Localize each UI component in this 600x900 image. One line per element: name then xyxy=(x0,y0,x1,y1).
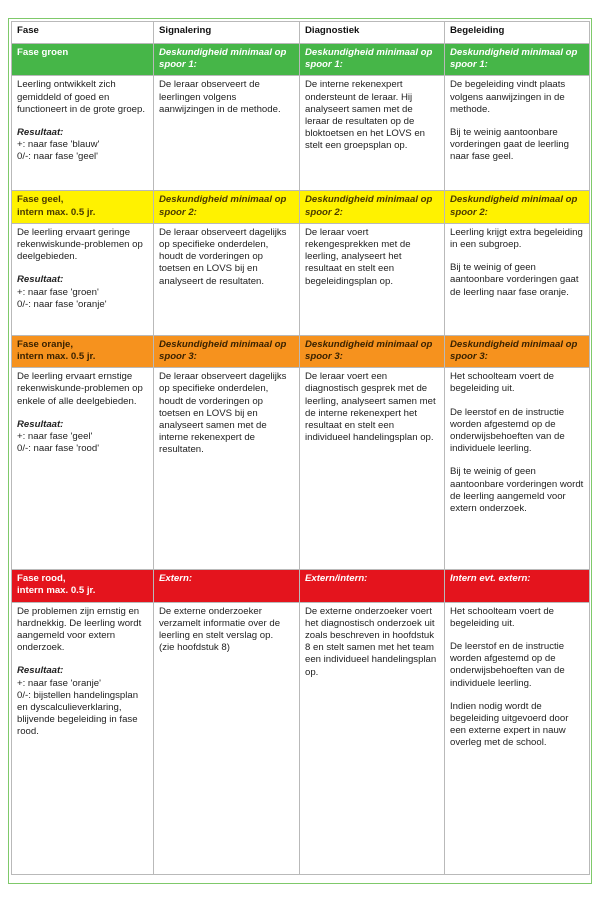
phase-name-oranje xyxy=(12,335,154,367)
signalering-paragraph: (zie hoofdstuk 8) xyxy=(159,642,230,654)
diagnostiek-paragraph: De externe onderzoeker voert het diagnostisch onderzoek uit zoals beschreven in hoofdstuk 8 en stelt samen met het team een individueel handelingsplan op. xyxy=(305,605,437,678)
signalering-cell-groen xyxy=(154,76,300,191)
header-fase: Fase xyxy=(12,22,154,44)
signalering-paragraph: De leraar observeert dagelijks op specifieke onderdelen, houdt de vorderingen op toetsen en LOVS bij en analyseert de resultaten. xyxy=(159,226,287,287)
result-label: Resultaat: xyxy=(17,418,64,430)
phase-description-cell-geel xyxy=(12,223,154,335)
header-begeleiding: Begeleiding xyxy=(445,22,590,44)
table-body xyxy=(12,44,590,875)
begeleiding-cell-geel xyxy=(445,223,590,335)
begeleiding-paragraph: Bij te weinig of geen aantoonbare vorderingen gaat de leerling naar fase oranje. xyxy=(450,262,579,298)
begeleiding-paragraph: Leerling krijgt extra begeleiding in een subgroep. xyxy=(450,226,583,251)
phase-row-groen xyxy=(12,44,590,76)
spoor-signalering-oranje: Deskundigheid minimaal op spoor 3: xyxy=(154,335,300,367)
phase-name-line: Fase oranje, xyxy=(17,338,73,350)
result-line: 0/-: bijstellen handelingsplan en dyscalculieverklaring, blijvende begeleiding in fase rood. xyxy=(17,689,139,738)
result-line: 0/-: naar fase 'geel' xyxy=(17,151,98,163)
diagnostiek-paragraph: De leraar voert een diagnostisch gesprek met de leerling, analyseert samen met de interne rekenexpert het resultaat en stelt een individueel handelingsplan op. xyxy=(305,371,436,444)
spoor-signalering-rood: Extern: xyxy=(154,570,300,602)
begeleiding-paragraph: Bij te weinig aantoonbare vorderingen gaat de leerling naar fase geel. xyxy=(450,127,569,163)
diagnostiek-paragraph: De interne rekenexpert ondersteunt de leraar. Hij analyseert samen met de leraar de resultaten op de bloktoetsen en het LOVS en stelt een groepsplan op. xyxy=(305,79,426,152)
phase-name-line: intern max. 0.5 jr. xyxy=(17,206,96,218)
content-row-oranje xyxy=(12,368,590,570)
phase-name-line: Fase groen xyxy=(17,47,69,58)
begeleiding-paragraph: Het schoolteam voert de begeleiding uit. xyxy=(450,371,554,395)
phase-name-line: Fase rood, xyxy=(17,573,66,585)
begeleiding-paragraph: De begeleiding vindt plaats volgens aanwijzingen in de methode. xyxy=(450,79,566,115)
phase-name-line: Fase geel, xyxy=(17,194,64,206)
diagnostiek-cell-oranje xyxy=(300,368,445,570)
spoor-diagnostiek-oranje: Deskundigheid minimaal op spoor 3: xyxy=(300,335,445,367)
phase-name-geel xyxy=(12,191,154,223)
header-row xyxy=(12,22,590,44)
header-diagnostiek: Diagnostiek xyxy=(300,22,445,44)
begeleiding-cell-groen xyxy=(445,76,590,191)
diagnostiek-cell-rood xyxy=(300,602,445,874)
phase-name-line: intern max. 0.5 jr. xyxy=(17,351,96,363)
result-line: +: naar fase 'geel' xyxy=(17,431,93,443)
content-row-geel xyxy=(12,223,590,335)
phase-table xyxy=(11,21,590,875)
begeleiding-paragraph: De leerstof en de instructie worden afgestemd op de onderwijsbehoeften van de individuele leerling. xyxy=(450,641,565,689)
spoor-signalering-groen: Deskundigheid minimaal op spoor 1: xyxy=(154,44,300,76)
spoor-begeleiding-geel: Deskundigheid minimaal op spoor 2: xyxy=(445,191,590,223)
result-line: +: naar fase 'blauw' xyxy=(17,139,100,151)
spoor-signalering-geel: Deskundigheid minimaal op spoor 2: xyxy=(154,191,300,223)
begeleiding-cell-oranje xyxy=(445,368,590,570)
signalering-paragraph: De leraar observeert dagelijks op specifieke onderdelen, houdt de vorderingen op toetsen en LOVS bij en analyseert samen met de interne rekenexpert de resultaten. xyxy=(159,371,287,456)
phase-description: De problemen zijn ernstig en hardnekkig. De leerling wordt aangemeld voor extern onderzoek. xyxy=(17,605,142,654)
header-signalering: Signalering xyxy=(154,22,300,44)
phase-description: De leerling ervaart ernstige rekenwiskunde-problemen op enkele of alle deelgebieden. xyxy=(17,371,143,407)
signalering-paragraph: De leraar observeert de leerlingen volgens aanwijzingen in de methode. xyxy=(159,79,281,115)
phase-description: Leerling ontwikkelt zich gemiddeld of goed en functioneert in de grote groep. xyxy=(17,79,146,115)
content-row-rood xyxy=(12,602,590,874)
begeleiding-paragraph: Bij te weinig of geen aantoonbare vorderingen wordt de leerling aangemeld voor extern onderzoek. xyxy=(450,466,584,515)
phase-name-line: intern max. 0.5 jr. xyxy=(17,585,96,597)
diagnostiek-paragraph: De leraar voert rekengesprekken met de leerling, analyseert het resultaat en stelt een begeleidingsplan op. xyxy=(305,226,411,287)
spoor-begeleiding-oranje: Deskundigheid minimaal op spoor 3: xyxy=(445,335,590,367)
phase-description-cell-rood xyxy=(12,602,154,874)
phase-name-rood xyxy=(12,570,154,602)
spoor-diagnostiek-geel: Deskundigheid minimaal op spoor 2: xyxy=(300,191,445,223)
result-line: 0/-: naar fase 'oranje' xyxy=(17,298,107,310)
spoor-begeleiding-rood: Intern evt. extern: xyxy=(445,570,590,602)
begeleiding-paragraph: De leerstof en de instructie worden afgestemd op de onderwijsbehoeften van de individuele leerling. xyxy=(450,406,565,455)
phase-description: De leerling ervaart geringe rekenwiskunde-problemen op deelgebieden. xyxy=(17,226,143,263)
signalering-cell-oranje xyxy=(154,368,300,570)
phase-name-groen xyxy=(12,44,154,76)
phase-row-rood xyxy=(12,570,590,602)
content-row-groen xyxy=(12,76,590,191)
result-line: 0/-: naar fase 'rood' xyxy=(17,443,100,455)
result-label: Resultaat: xyxy=(17,274,64,286)
phase-description-cell-groen xyxy=(12,76,154,191)
diagnostiek-cell-geel xyxy=(300,223,445,335)
signalering-cell-rood xyxy=(154,602,300,874)
begeleiding-paragraph: Het schoolteam voert de begeleiding uit. xyxy=(450,605,554,629)
spoor-diagnostiek-rood: Extern/intern: xyxy=(300,570,445,602)
begeleiding-paragraph: Indien nodig wordt de begeleiding uitgevoerd door een externe expert in nauw overleg met de school. xyxy=(450,700,569,749)
phase-table-frame xyxy=(8,18,592,884)
spoor-begeleiding-groen: Deskundigheid minimaal op spoor 1: xyxy=(445,44,590,76)
phase-description-cell-oranje xyxy=(12,368,154,570)
result-line: +: naar fase 'groen' xyxy=(17,286,99,298)
signalering-paragraph: De externe onderzoeker verzamelt informatie over de leerling en stelt verslag op. xyxy=(159,605,281,642)
signalering-cell-geel xyxy=(154,223,300,335)
phase-row-oranje xyxy=(12,335,590,367)
result-label: Resultaat: xyxy=(17,665,64,677)
spoor-diagnostiek-groen: Deskundigheid minimaal op spoor 1: xyxy=(300,44,445,76)
begeleiding-cell-rood xyxy=(445,602,590,874)
result-label: Resultaat: xyxy=(17,127,64,139)
phase-row-geel xyxy=(12,191,590,223)
result-line: +: naar fase 'oranje' xyxy=(17,677,101,689)
diagnostiek-cell-groen xyxy=(300,76,445,191)
